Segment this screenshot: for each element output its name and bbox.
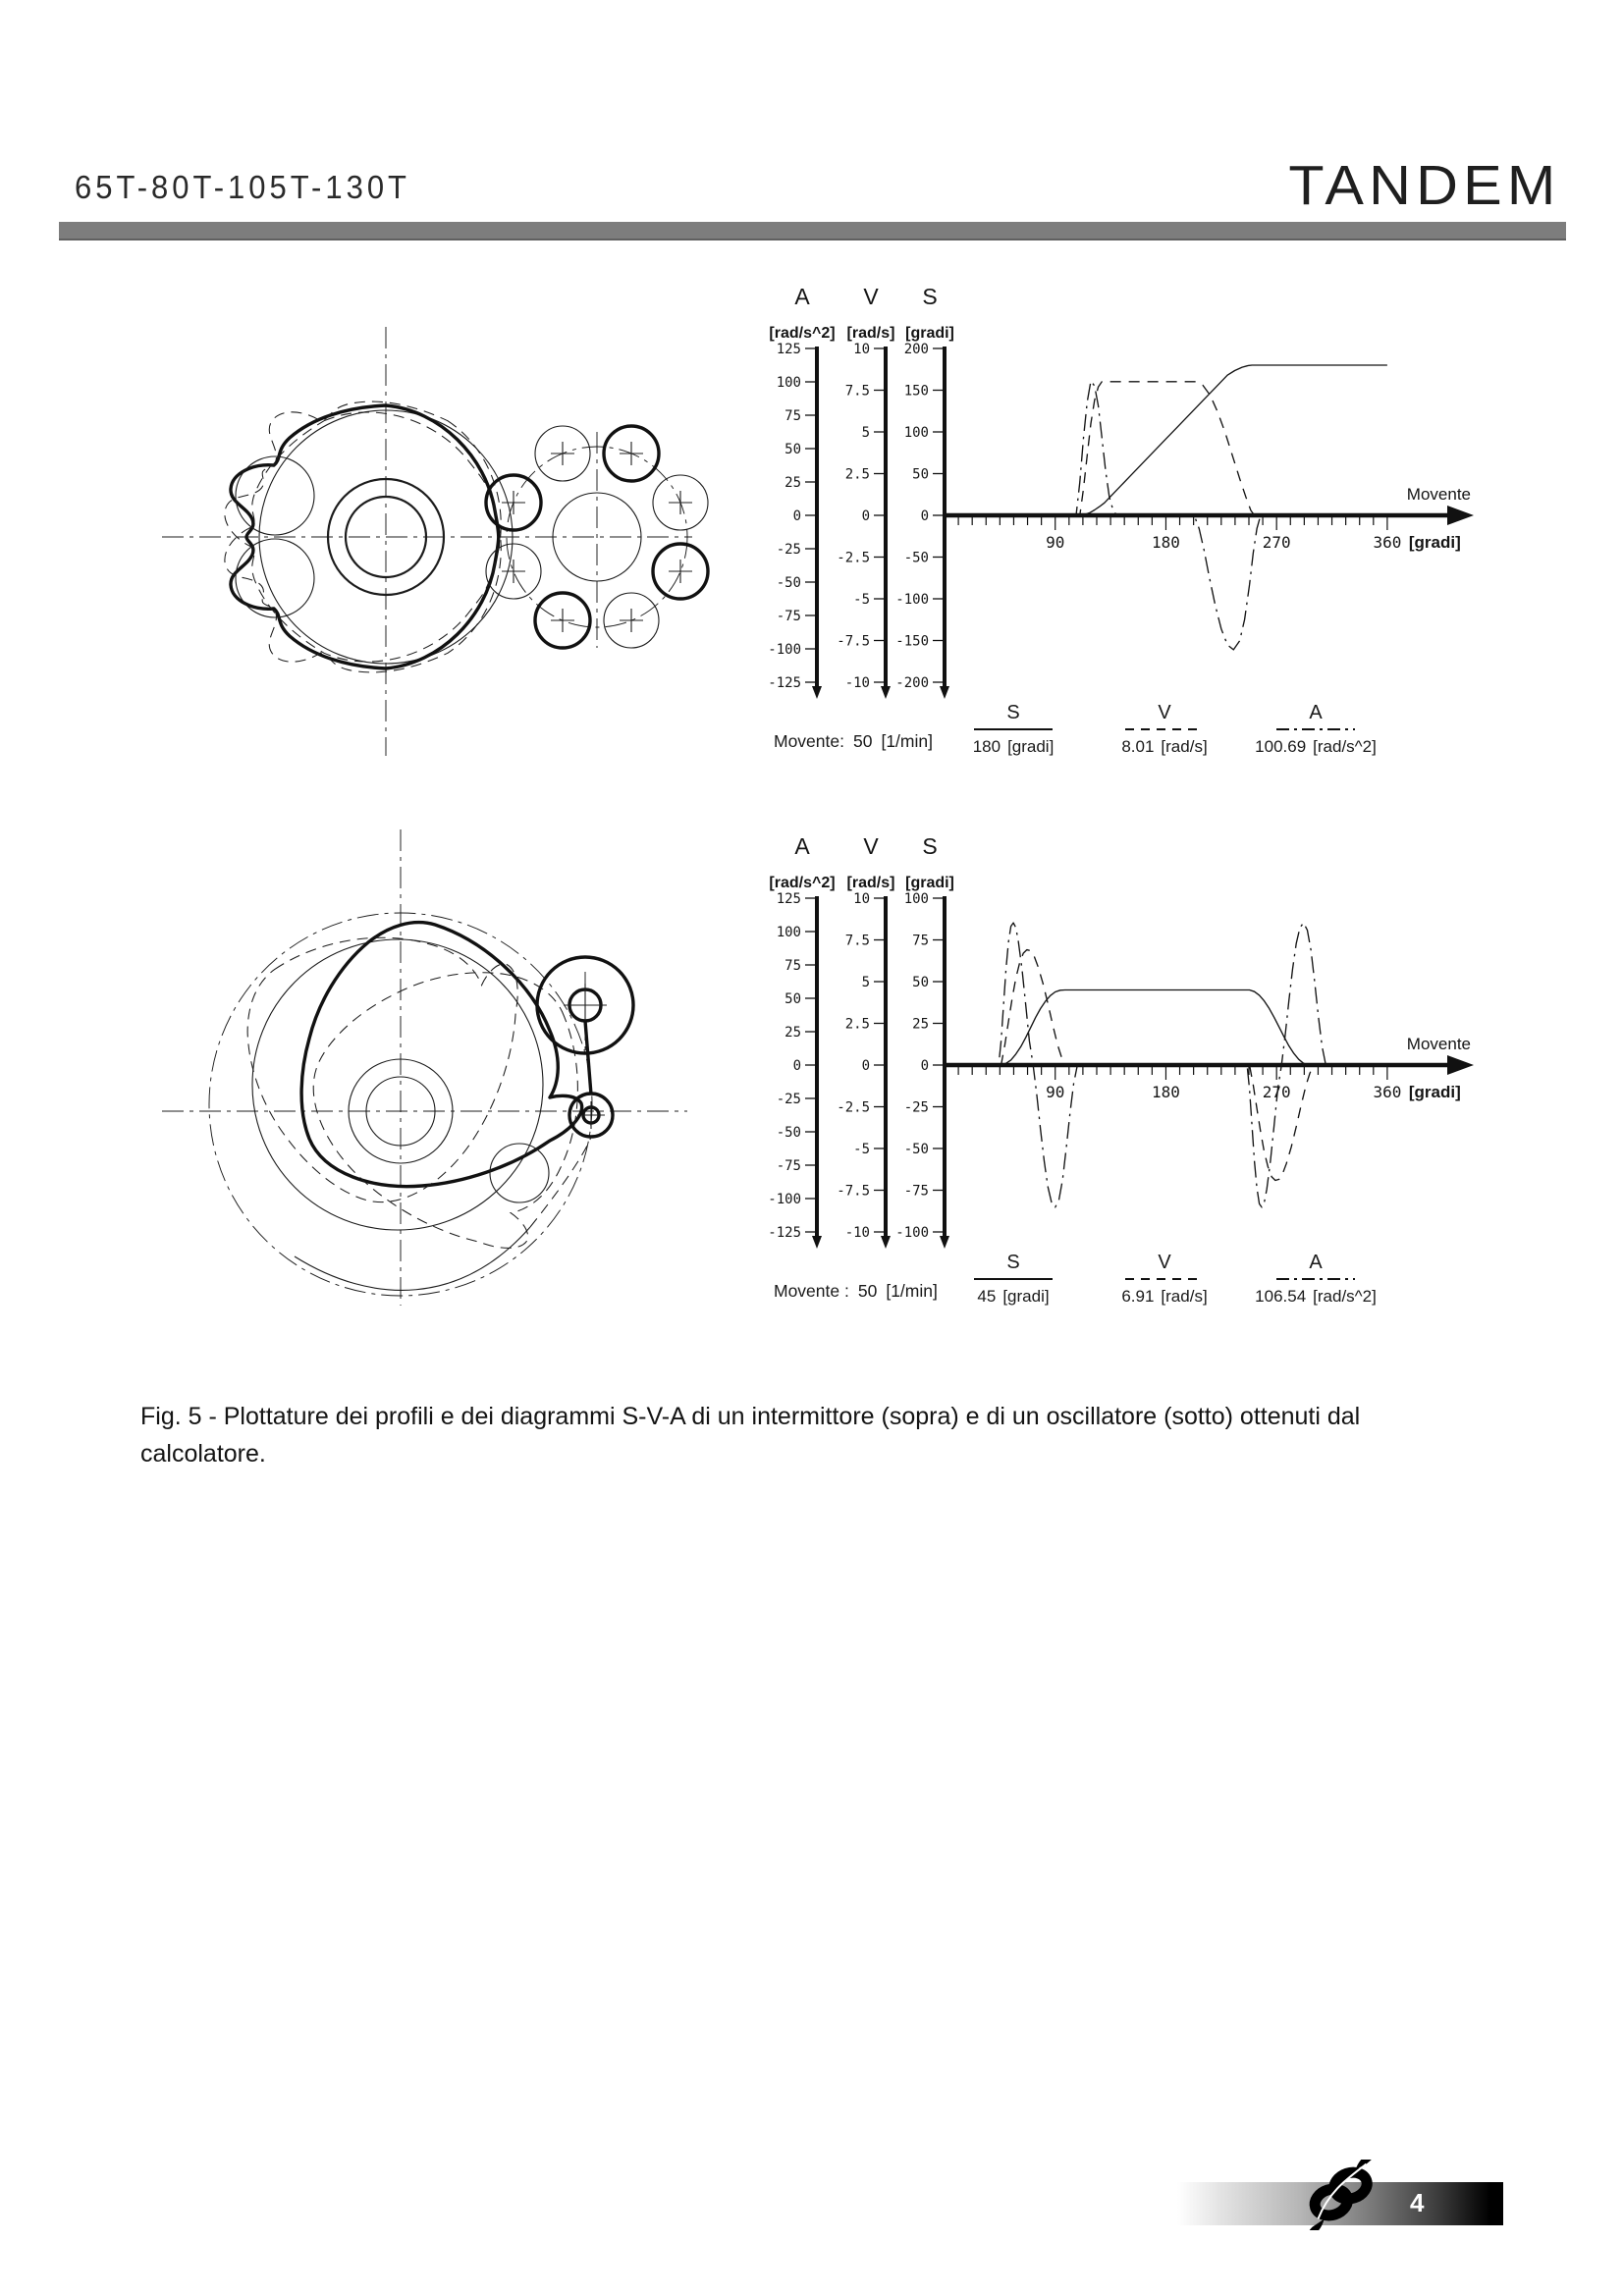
svg-text:0: 0 [861,1058,870,1074]
svg-text:[gradi]: [gradi] [905,325,954,342]
svg-text:125: 125 [776,891,801,907]
svg-text:S: S [922,284,938,309]
legend-value-v: 6.91 [1121,1287,1155,1307]
svg-text:-100: -100 [768,642,801,658]
svg-text:-50: -50 [776,1125,801,1141]
y-axis-A [768,284,835,699]
legend-name-s: S [1006,1252,1020,1273]
svg-text:-7.5: -7.5 [837,633,870,650]
svg-text:7.5: 7.5 [844,933,870,949]
svg-text:25: 25 [912,1016,929,1033]
sva-chart-intermittore [727,263,1532,813]
svg-text:-25: -25 [776,1092,801,1107]
legend-unit-s: [gradi] [1002,1287,1050,1307]
oscillatore-profile-drawing [137,805,727,1315]
legend-name-v: V [1158,1252,1171,1273]
svg-text:[rad/s]: [rad/s] [846,875,895,891]
svg-text:100: 100 [776,375,801,391]
sva-plot-svg [727,813,1532,1362]
svg-text:[rad/s^2]: [rad/s^2] [769,875,836,891]
header-rule [59,222,1566,240]
legend-unit-s: [gradi] [1007,737,1055,757]
svg-text:-2.5: -2.5 [837,550,870,566]
svg-text:A: A [794,284,810,309]
svg-text:0: 0 [792,508,801,524]
legend-value-s: 180 [972,737,1001,757]
svg-text:360: 360 [1373,1083,1402,1101]
svg-text:-5: -5 [853,1142,870,1157]
svg-text:-75: -75 [776,609,801,624]
legend-name-a: A [1309,702,1323,723]
legend-value-a: 106.54 [1255,1287,1307,1307]
svg-text:5: 5 [861,425,870,441]
svg-text:75: 75 [784,408,801,424]
svg-text:2.5: 2.5 [844,1016,870,1033]
intermittore-drawing-svg [137,294,727,766]
svg-text:-25: -25 [903,1099,929,1116]
svg-text:10: 10 [853,342,870,357]
svg-text:0: 0 [861,508,870,524]
movente-unit: [1/min] [881,731,933,751]
svg-text:-10: -10 [844,675,870,691]
svg-text:V: V [863,833,879,859]
svg-text:10: 10 [853,891,870,907]
y-axis-S [895,284,954,699]
svg-text:75: 75 [784,958,801,974]
svg-text:25: 25 [784,475,801,491]
svg-text:-100: -100 [895,592,929,608]
svg-text:0: 0 [792,1058,801,1074]
svg-text:-2.5: -2.5 [837,1099,870,1116]
svg-text:A: A [794,833,810,859]
movente-unit: [1/min] [886,1281,938,1301]
legend-name-a: A [1309,1252,1323,1273]
svg-text:125: 125 [776,342,801,357]
legend-name-s: S [1006,702,1020,723]
figure-caption: Fig. 5 - Plottature dei profili e dei diagrammi S-V-A di un intermittore (sopra) e di un oscillatore (sotto) ottenuti dal calcolatore. [140,1403,1361,1468]
svg-text:[gradi]: [gradi] [905,875,954,891]
sva-chart-oscillatore [727,813,1532,1362]
svg-text:0: 0 [920,1058,929,1074]
svg-text:-50: -50 [903,1142,929,1157]
svg-text:-150: -150 [895,633,929,650]
legend-unit-v: [rad/s] [1161,737,1208,757]
oscillatore-drawing-svg [137,805,727,1315]
svg-text:5: 5 [861,975,870,990]
svg-text:S: S [922,833,938,859]
svg-text:-75: -75 [903,1183,929,1200]
movente-label: Movente: [774,731,844,751]
y-axis-S [895,833,954,1249]
page-number: 4 [1410,2188,1425,2217]
page-title-models: 65T-80T-105T-130T [75,169,410,206]
series-V-curve [945,382,1387,515]
y-axis-V [837,833,894,1249]
svg-text:180: 180 [1151,1083,1180,1101]
legend-value-s: 45 [977,1287,997,1307]
svg-text:-5: -5 [853,592,870,608]
svg-text:100: 100 [903,425,929,441]
intermittore-profile-drawing [137,294,727,766]
svg-text:50: 50 [784,991,801,1007]
svg-text:270: 270 [1262,533,1291,552]
svg-text:-50: -50 [903,550,929,566]
legend-value-v: 8.01 [1121,737,1155,757]
svg-text:Movente: Movente [1406,485,1471,504]
x-axis-movente [945,485,1474,552]
svg-text:150: 150 [903,383,929,400]
movente-label: Movente : [774,1281,849,1301]
svg-text:[rad/s^2]: [rad/s^2] [769,325,836,342]
svg-text:360: 360 [1373,533,1402,552]
svg-text:-100: -100 [768,1192,801,1207]
legend-unit-v: [rad/s] [1161,1287,1208,1307]
svg-text:[gradi]: [gradi] [1408,1083,1461,1101]
y-axis-V [837,284,894,699]
svg-text:50: 50 [912,466,929,483]
legend-unit-a: [rad/s^2] [1313,1287,1377,1307]
svg-text:[gradi]: [gradi] [1408,533,1461,552]
svg-text:Movente: Movente [1406,1035,1471,1053]
svg-text:-75: -75 [776,1158,801,1174]
movente-value: 50 [857,1281,878,1301]
svg-text:7.5: 7.5 [844,383,870,400]
svg-text:90: 90 [1046,533,1065,552]
svg-text:100: 100 [776,925,801,940]
svg-text:25: 25 [784,1025,801,1041]
legend-unit-a: [rad/s^2] [1313,737,1377,757]
svg-text:-7.5: -7.5 [837,1183,870,1200]
brand-title: TANDEM [1287,154,1560,217]
svg-text:-50: -50 [776,575,801,591]
tandem-knot-logo [1292,2160,1390,2230]
svg-text:270: 270 [1262,1083,1291,1101]
svg-text:-200: -200 [895,675,929,691]
svg-text:50: 50 [784,442,801,457]
svg-text:-10: -10 [844,1225,870,1241]
x-axis-movente [945,1035,1474,1101]
svg-text:50: 50 [912,975,929,990]
svg-text:-125: -125 [768,1225,801,1241]
movente-value: 50 [852,731,873,751]
svg-text:180: 180 [1151,533,1180,552]
svg-text:-125: -125 [768,675,801,691]
y-axis-A [768,833,835,1249]
svg-text:[rad/s]: [rad/s] [846,325,895,342]
series-S-curve [945,365,1387,515]
legend-name-v: V [1158,702,1171,723]
svg-text:-25: -25 [776,542,801,558]
series-S-curve [945,990,1387,1066]
svg-text:100: 100 [903,891,929,907]
svg-text:0: 0 [920,508,929,524]
knot-logo-svg [1292,2160,1390,2230]
svg-text:75: 75 [912,933,929,949]
svg-text:-100: -100 [895,1225,929,1241]
svg-text:V: V [863,284,879,309]
svg-text:2.5: 2.5 [844,466,870,483]
svg-text:200: 200 [903,342,929,357]
sva-plot-svg [727,263,1532,813]
svg-text:90: 90 [1046,1083,1065,1101]
legend-value-a: 100.69 [1255,737,1307,757]
